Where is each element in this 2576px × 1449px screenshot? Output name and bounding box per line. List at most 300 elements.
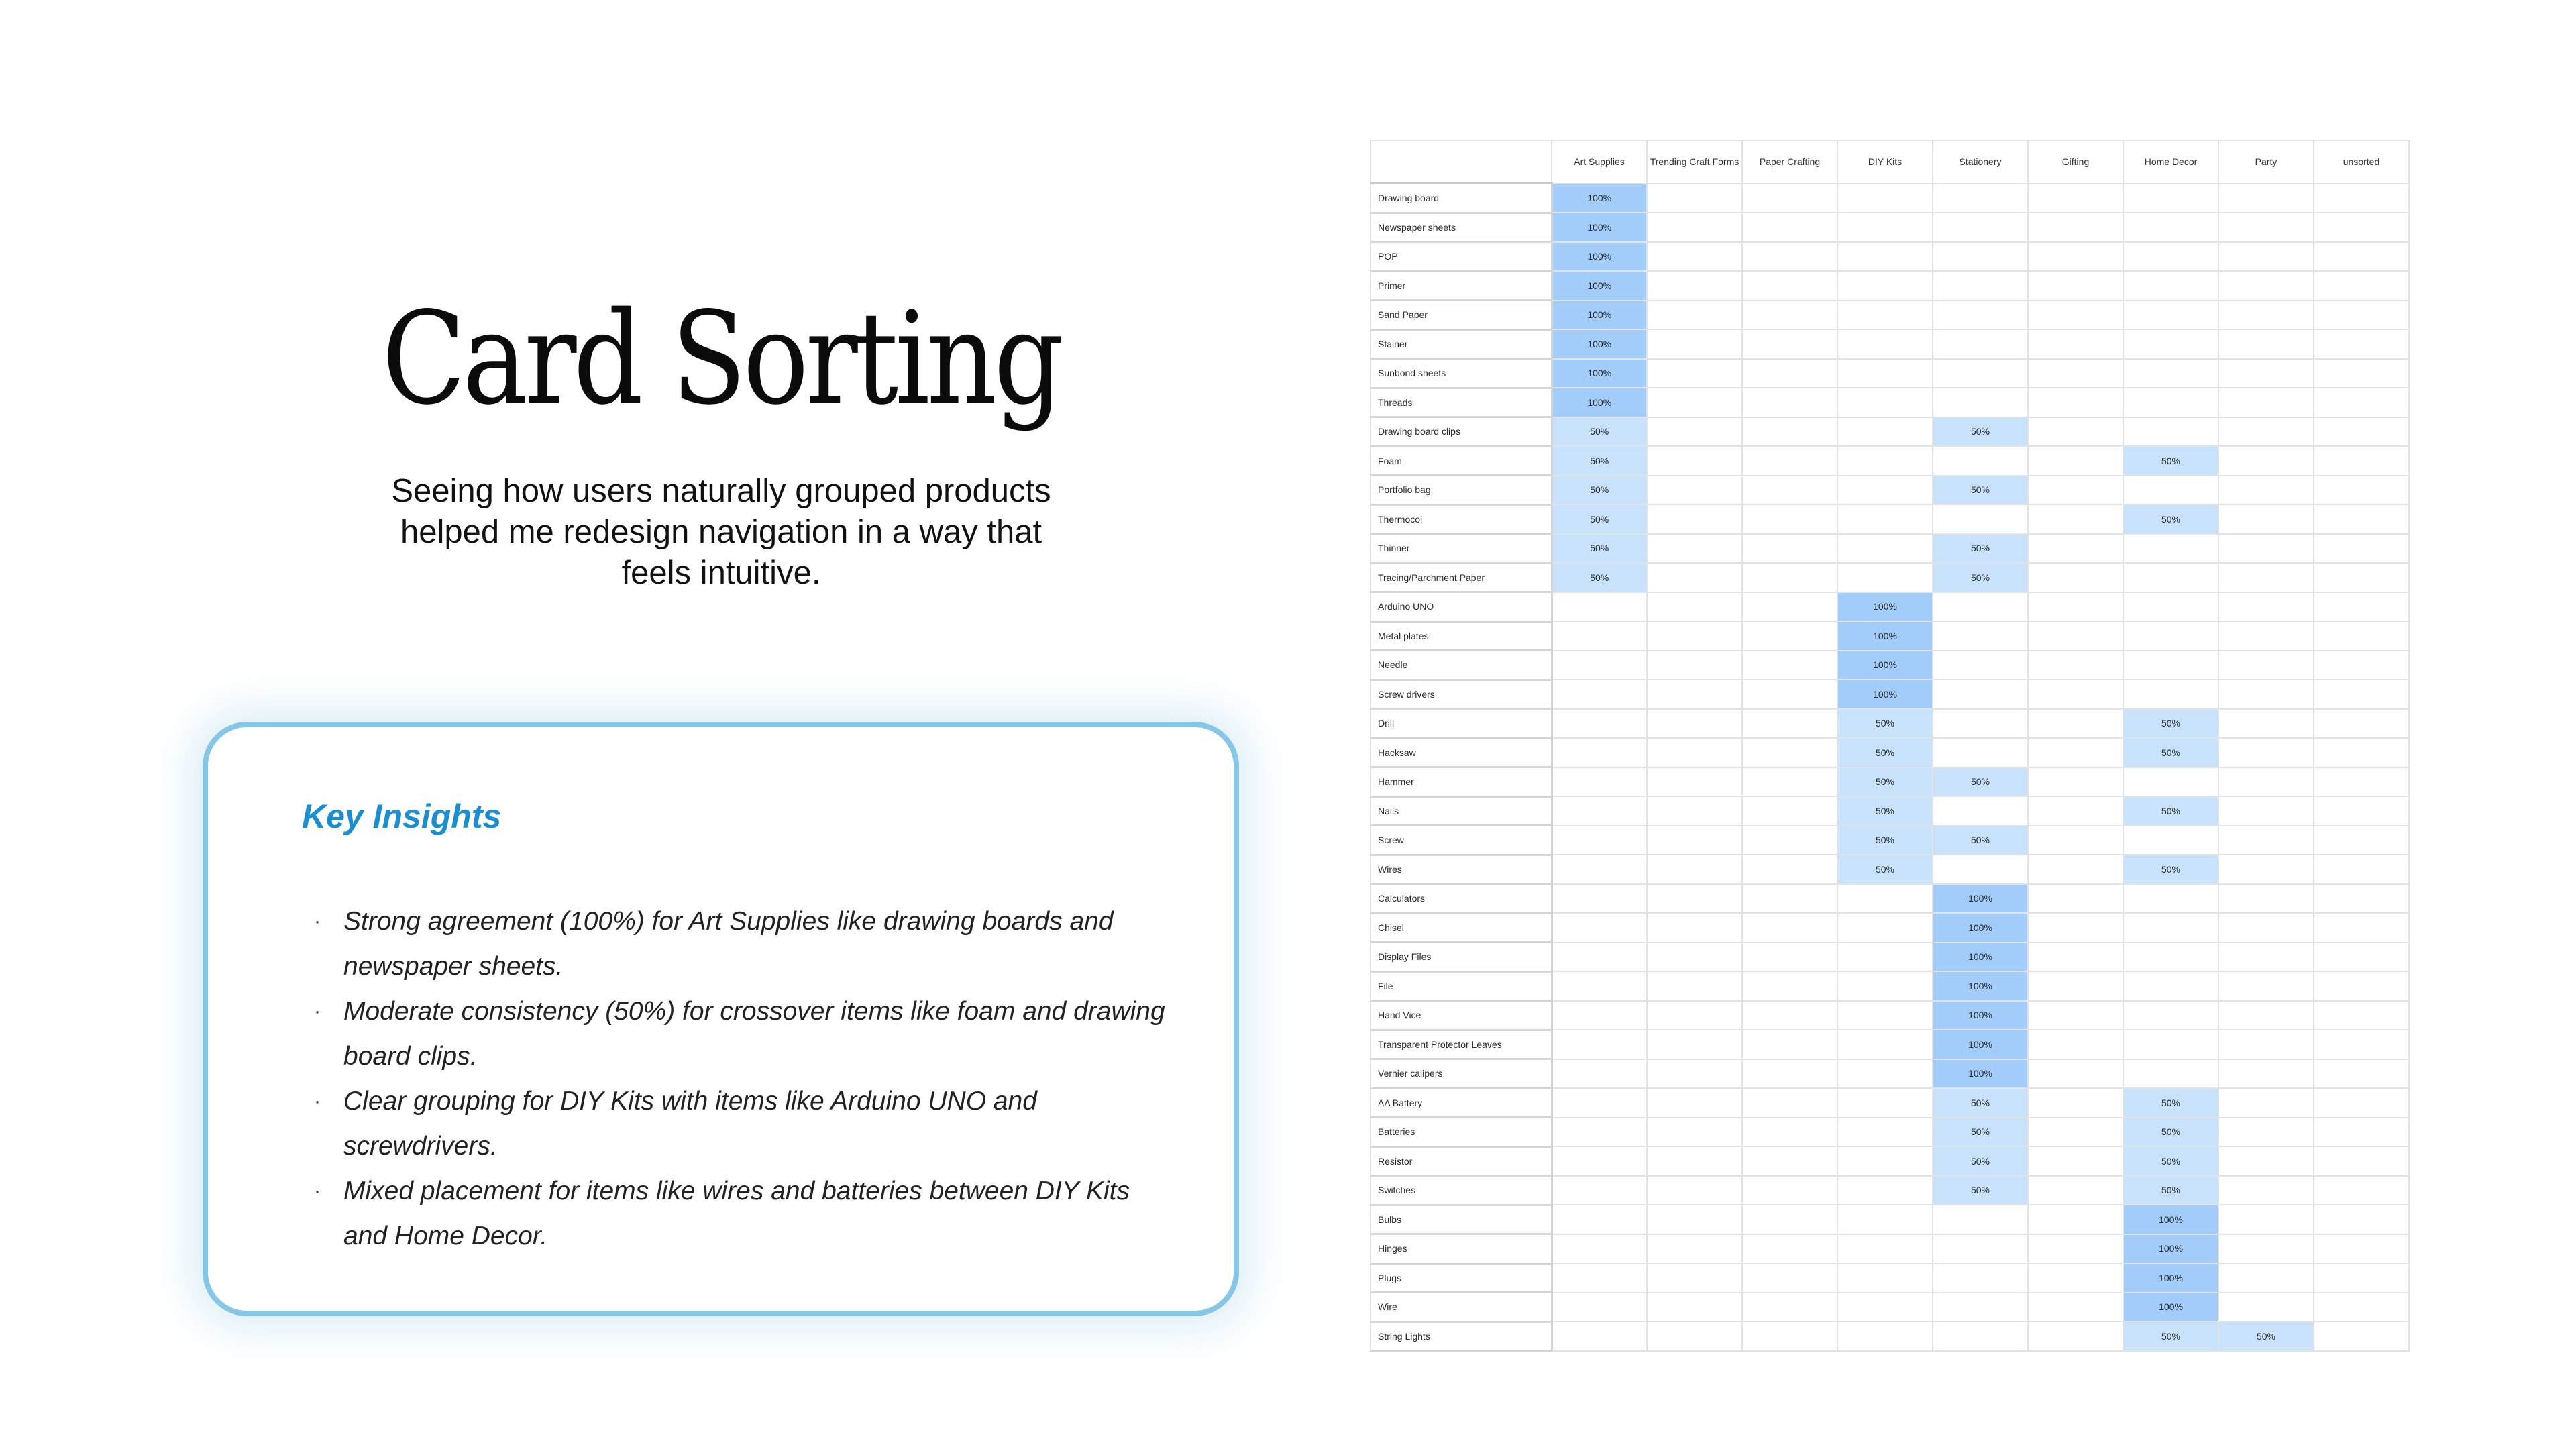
matrix-cell: [1933, 1263, 2028, 1293]
matrix-cell: [1552, 1234, 1647, 1264]
matrix-cell: [1742, 826, 1837, 855]
matrix-cell: [1647, 680, 1742, 709]
matrix-cell: [1933, 359, 2028, 388]
matrix-cell: [2028, 388, 2123, 417]
matrix-cell: [2218, 709, 2314, 739]
matrix-cell: [2218, 1263, 2314, 1293]
row-label: Needle: [1371, 651, 1552, 680]
matrix-cell: [2314, 271, 2409, 301]
matrix-cell: [1742, 855, 1837, 884]
matrix-cell: [2218, 884, 2314, 914]
matrix-cell: [1647, 1263, 1742, 1293]
table-row: [1371, 1088, 2409, 1118]
matrix-cell: [2314, 242, 2409, 272]
row-label: Batteries: [1371, 1118, 1552, 1147]
table-row: [1371, 213, 2409, 242]
matrix-cell: [1933, 271, 2028, 301]
matrix-cell: [1647, 359, 1742, 388]
matrix-cell: [2028, 476, 2123, 505]
row-label: Drawing board clips: [1371, 417, 1552, 447]
matrix-cell: [1933, 446, 2028, 476]
matrix-cell: [1742, 884, 1837, 914]
matrix-cell: [1552, 1030, 1647, 1059]
matrix-cell: [2218, 213, 2314, 242]
matrix-cell: [2314, 1322, 2409, 1351]
matrix-cell: [1837, 1205, 1933, 1234]
matrix-cell: [1742, 1205, 1837, 1234]
matrix-cell: [2028, 621, 2123, 651]
matrix-cell: [1742, 1030, 1837, 1059]
matrix-cell: [2314, 1088, 2409, 1118]
matrix-cell: [2314, 1059, 2409, 1089]
matrix-cell: [2314, 767, 2409, 797]
matrix-cell: [2028, 563, 2123, 592]
row-label: Drawing board: [1371, 184, 1552, 213]
row-label: Threads: [1371, 388, 1552, 417]
matrix-cell: [2218, 1118, 2314, 1147]
row-label: Sunbond sheets: [1371, 359, 1552, 388]
table-row: [1371, 1001, 2409, 1030]
matrix-cell: [2123, 1001, 2218, 1030]
table-row: [1371, 709, 2409, 739]
matrix-cell: [1647, 1293, 1742, 1322]
matrix-cell: [2218, 476, 2314, 505]
matrix-cell: [2218, 913, 2314, 943]
matrix-cell: [2028, 417, 2123, 447]
matrix-cell: [2314, 738, 2409, 767]
matrix-cell: [2314, 592, 2409, 622]
matrix-cell: [2314, 913, 2409, 943]
matrix-cell: 50%: [1837, 767, 1933, 797]
matrix-cell: 50%: [2123, 1146, 2218, 1176]
matrix-cell: [1837, 913, 1933, 943]
matrix-cell: [1837, 1001, 1933, 1030]
matrix-cell: [2028, 1146, 2123, 1176]
matrix-cell: 100%: [1552, 213, 1647, 242]
matrix-cell: [1647, 621, 1742, 651]
matrix-cell: [1742, 796, 1837, 826]
matrix-cell: [1742, 271, 1837, 301]
matrix-cell: [2028, 913, 2123, 943]
matrix-cell: [1647, 1088, 1742, 1118]
matrix-cell: [2218, 1059, 2314, 1089]
matrix-cell: 100%: [1933, 971, 2028, 1001]
matrix-cell: [1837, 1293, 1933, 1322]
matrix-cell: [1742, 504, 1837, 534]
matrix-cell: [2218, 1001, 2314, 1030]
matrix-cell: [1552, 1293, 1647, 1322]
matrix-cell: [1933, 301, 2028, 330]
matrix-cell: [1933, 213, 2028, 242]
matrix-cell: [2218, 1030, 2314, 1059]
matrix-cell: [1647, 855, 1742, 884]
row-label: Bulbs: [1371, 1205, 1552, 1234]
matrix-cell: [2123, 184, 2218, 213]
table-row: [1371, 767, 2409, 797]
matrix-cell: [1647, 1059, 1742, 1089]
key-insights-heading: Key Insights: [302, 798, 502, 835]
matrix-cell: [1742, 767, 1837, 797]
matrix-cell: 50%: [2123, 709, 2218, 739]
matrix-cell: [1742, 1322, 1837, 1351]
matrix-cell: [2028, 680, 2123, 709]
row-label: Hacksaw: [1371, 738, 1552, 767]
matrix-cell: [1742, 1146, 1837, 1176]
matrix-cell: [1837, 446, 1933, 476]
matrix-cell: [2123, 592, 2218, 622]
matrix-cell: [2123, 943, 2218, 972]
matrix-cell: 50%: [2218, 1322, 2314, 1351]
key-insights-list: [302, 899, 1174, 1258]
table-row: [1371, 1322, 2409, 1351]
row-label: File: [1371, 971, 1552, 1001]
matrix-cell: [1647, 301, 1742, 330]
matrix-cell: [1552, 1088, 1647, 1118]
matrix-cell: [2028, 943, 2123, 972]
matrix-cell: [1742, 417, 1837, 447]
matrix-cell: [1742, 680, 1837, 709]
matrix-cell: [2028, 1234, 2123, 1264]
matrix-cell: [2028, 213, 2123, 242]
matrix-cell: [2314, 1205, 2409, 1234]
matrix-cell: [1742, 359, 1837, 388]
matrix-cell: [1837, 184, 1933, 213]
matrix-cell: [2218, 271, 2314, 301]
row-label: POP: [1371, 242, 1552, 272]
matrix-cell: [1552, 796, 1647, 826]
matrix-cell: [1647, 417, 1742, 447]
matrix-cell: [2123, 359, 2218, 388]
key-insights-card: [203, 722, 1239, 1316]
row-label: Screw: [1371, 826, 1552, 855]
table-row: [1371, 271, 2409, 301]
matrix-cell: [1552, 855, 1647, 884]
matrix-cell: [2028, 446, 2123, 476]
matrix-cell: [1933, 1234, 2028, 1264]
matrix-cell: [2314, 709, 2409, 739]
matrix-cell: [2314, 1263, 2409, 1293]
table-row: [1371, 359, 2409, 388]
row-label: Metal plates: [1371, 621, 1552, 651]
matrix-cell: [1647, 592, 1742, 622]
card-sorting-matrix: [1370, 140, 2410, 1352]
matrix-cell: [2218, 971, 2314, 1001]
matrix-cell: [2028, 738, 2123, 767]
matrix-cell: [2028, 1001, 2123, 1030]
matrix-cell: 100%: [2123, 1263, 2218, 1293]
table-row: [1371, 651, 2409, 680]
insight-item: [302, 989, 1174, 1079]
matrix-cell: [2314, 651, 2409, 680]
matrix-cell: [2218, 417, 2314, 447]
bullet-icon: ·: [314, 1000, 321, 1022]
column-header: Home Decor: [2123, 140, 2218, 184]
matrix-cell: [2314, 1030, 2409, 1059]
matrix-cell: [2028, 504, 2123, 534]
matrix-cell: [1837, 329, 1933, 359]
matrix-cell: 100%: [2123, 1205, 2218, 1234]
column-header: Paper Crafting: [1742, 140, 1837, 184]
insight-text: Clear grouping for DIY Kits with items like Arduino UNO and screwdrivers.: [343, 1087, 1037, 1161]
table-row: [1371, 796, 2409, 826]
matrix-cell: [1552, 884, 1647, 914]
matrix-cell: [2314, 621, 2409, 651]
table-row: [1371, 534, 2409, 564]
matrix-cell: [2218, 943, 2314, 972]
row-label: Arduino UNO: [1371, 592, 1552, 622]
matrix-cell: [2028, 767, 2123, 797]
matrix-cell: [1742, 213, 1837, 242]
row-label: Switches: [1371, 1176, 1552, 1205]
matrix-cell: [1552, 738, 1647, 767]
matrix-cell: [2123, 826, 2218, 855]
table-row: [1371, 913, 2409, 943]
row-label: Plugs: [1371, 1263, 1552, 1293]
table-row: [1371, 943, 2409, 972]
matrix-cell: [2028, 271, 2123, 301]
matrix-cell: [2028, 1205, 2123, 1234]
matrix-cell: [2314, 504, 2409, 534]
matrix-cell: [2314, 534, 2409, 564]
matrix-cell: [1933, 621, 2028, 651]
table-row: [1371, 301, 2409, 330]
matrix-corner-cell: [1371, 140, 1552, 184]
matrix-cell: [1837, 359, 1933, 388]
matrix-cell: 100%: [1933, 1030, 2028, 1059]
matrix-cell: [1837, 884, 1933, 914]
matrix-cell: [1742, 476, 1837, 505]
row-label: String Lights: [1371, 1322, 1552, 1351]
matrix-cell: [1742, 388, 1837, 417]
row-label: Tracing/Parchment Paper: [1371, 563, 1552, 592]
matrix-cell: [2314, 1293, 2409, 1322]
table-row: [1371, 476, 2409, 505]
matrix-cell: [2028, 1263, 2123, 1293]
matrix-cell: [1552, 651, 1647, 680]
matrix-cell: [1647, 242, 1742, 272]
matrix-cell: [2314, 213, 2409, 242]
matrix-cell: [2314, 388, 2409, 417]
matrix-cell: [2218, 359, 2314, 388]
matrix-cell: [1837, 388, 1933, 417]
matrix-cell: [1742, 1059, 1837, 1089]
matrix-cell: [2028, 1118, 2123, 1147]
matrix-cell: [1742, 329, 1837, 359]
matrix-cell: [1837, 1322, 1933, 1351]
column-header: Trending Craft Forms: [1647, 140, 1742, 184]
matrix-cell: [2123, 213, 2218, 242]
matrix-cell: [1552, 592, 1647, 622]
matrix-cell: [1742, 446, 1837, 476]
matrix-cell: [2218, 738, 2314, 767]
matrix-cell: 50%: [1552, 563, 1647, 592]
matrix-cell: [2123, 271, 2218, 301]
page-title: Card Sorting: [382, 284, 1061, 433]
column-header: Art Supplies: [1552, 140, 1647, 184]
table-row: [1371, 1205, 2409, 1234]
row-label: Hammer: [1371, 767, 1552, 797]
matrix-cell: [2314, 1176, 2409, 1205]
matrix-cell: [1742, 651, 1837, 680]
matrix-cell: [1742, 1088, 1837, 1118]
matrix-cell: [1742, 301, 1837, 330]
matrix-cell: [1647, 1205, 1742, 1234]
matrix-cell: [2123, 884, 2218, 914]
matrix-cell: [2028, 301, 2123, 330]
table-row: [1371, 242, 2409, 272]
matrix-cell: [2028, 329, 2123, 359]
matrix-cell: [1933, 796, 2028, 826]
matrix-cell: 50%: [2123, 504, 2218, 534]
matrix-cell: [1742, 592, 1837, 622]
matrix-cell: 100%: [1552, 184, 1647, 213]
matrix-cell: [2028, 1176, 2123, 1205]
matrix-cell: [2028, 184, 2123, 213]
insight-text: Strong agreement (100%) for Art Supplies like drawing boards and newspaper sheets.: [343, 907, 1114, 981]
matrix-cell: 100%: [1837, 592, 1933, 622]
matrix-cell: [2028, 855, 2123, 884]
matrix-cell: [1933, 242, 2028, 272]
row-label: AA Battery: [1371, 1088, 1552, 1118]
matrix-cell: 100%: [2123, 1293, 2218, 1322]
row-label: Foam: [1371, 446, 1552, 476]
matrix-cell: [1647, 476, 1742, 505]
matrix-cell: [1742, 242, 1837, 272]
matrix-cell: [1742, 563, 1837, 592]
matrix-cell: [2123, 301, 2218, 330]
table-row: [1371, 1146, 2409, 1176]
matrix-cell: [2314, 563, 2409, 592]
table-row: [1371, 1118, 2409, 1147]
matrix-cell: 100%: [1552, 388, 1647, 417]
matrix-cell: [1552, 621, 1647, 651]
bullet-icon: ·: [314, 1090, 321, 1112]
matrix-cell: 100%: [1552, 242, 1647, 272]
matrix-cell: [1742, 1118, 1837, 1147]
row-label: Newspaper sheets: [1371, 213, 1552, 242]
matrix-cell: [1933, 1205, 2028, 1234]
matrix-cell: 100%: [1552, 301, 1647, 330]
row-label: Thermocol: [1371, 504, 1552, 534]
table-row: [1371, 446, 2409, 476]
matrix-cell: [1933, 680, 2028, 709]
matrix-cell: 50%: [1933, 826, 2028, 855]
matrix-cell: [1552, 1118, 1647, 1147]
matrix-cell: 50%: [1552, 446, 1647, 476]
matrix-cell: [1742, 534, 1837, 564]
matrix-cell: [1647, 913, 1742, 943]
matrix-cell: [1933, 1293, 2028, 1322]
matrix-cell: [1837, 504, 1933, 534]
matrix-cell: [1552, 767, 1647, 797]
matrix-cell: 50%: [1552, 504, 1647, 534]
matrix-cell: [2218, 563, 2314, 592]
row-label: Hand Vice: [1371, 1001, 1552, 1030]
table-row: [1371, 971, 2409, 1001]
matrix-cell: [1837, 1263, 1933, 1293]
table-row: [1371, 1176, 2409, 1205]
matrix-cell: [1933, 738, 2028, 767]
matrix-cell: [2314, 417, 2409, 447]
matrix-cell: [1647, 738, 1742, 767]
table-row: [1371, 738, 2409, 767]
matrix-cell: [2123, 651, 2218, 680]
matrix-cell: [2123, 476, 2218, 505]
row-label: Chisel: [1371, 913, 1552, 943]
matrix-cell: 50%: [2123, 446, 2218, 476]
table-row: [1371, 184, 2409, 213]
row-label: Hinges: [1371, 1234, 1552, 1264]
matrix-cell: [1837, 1030, 1933, 1059]
table-row: [1371, 1234, 2409, 1264]
matrix-cell: 50%: [1933, 476, 2028, 505]
matrix-cell: [1552, 1146, 1647, 1176]
matrix-cell: [2218, 446, 2314, 476]
matrix-cell: [2028, 1088, 2123, 1118]
matrix-cell: [1837, 417, 1933, 447]
matrix-cell: 50%: [2123, 738, 2218, 767]
matrix-cell: 50%: [1933, 1118, 2028, 1147]
matrix-cell: [2314, 971, 2409, 1001]
matrix-cell: [1647, 1118, 1742, 1147]
table-row: [1371, 1293, 2409, 1322]
matrix-cell: [1837, 1059, 1933, 1089]
page-subtitle: Seeing how users naturally grouped products helped me redesign navigation in a way that feels intuitive.: [391, 473, 1051, 591]
insight-item: [302, 899, 1174, 989]
matrix-cell: [1647, 651, 1742, 680]
matrix-cell: [2123, 417, 2218, 447]
matrix-cell: [2314, 855, 2409, 884]
row-label: Sand Paper: [1371, 301, 1552, 330]
table-row: [1371, 504, 2409, 534]
matrix-cell: [1552, 1205, 1647, 1234]
matrix-cell: [1933, 592, 2028, 622]
matrix-cell: [2028, 1293, 2123, 1322]
matrix-cell: [1552, 971, 1647, 1001]
matrix-cell: 50%: [1837, 709, 1933, 739]
matrix-cell: [1647, 1001, 1742, 1030]
matrix-cell: [2314, 359, 2409, 388]
matrix-cell: [1837, 1088, 1933, 1118]
matrix-cell: [2123, 1059, 2218, 1089]
matrix-cell: 100%: [1933, 943, 2028, 972]
matrix-cell: [2218, 651, 2314, 680]
matrix-cell: [1742, 1293, 1837, 1322]
table-row: [1371, 1030, 2409, 1059]
column-header: Stationery: [1933, 140, 2028, 184]
matrix-cell: [1933, 855, 2028, 884]
row-label: Calculators: [1371, 884, 1552, 914]
matrix-cell: [2218, 1234, 2314, 1264]
row-label: Display Files: [1371, 943, 1552, 972]
matrix-cell: [2314, 301, 2409, 330]
matrix-cell: [2218, 1146, 2314, 1176]
matrix-cell: 50%: [2123, 796, 2218, 826]
matrix-cell: 100%: [1837, 621, 1933, 651]
matrix-cell: [2218, 504, 2314, 534]
matrix-cell: [1742, 184, 1837, 213]
matrix-cell: [2028, 242, 2123, 272]
matrix-cell: [1837, 971, 1933, 1001]
matrix-cell: [2314, 1234, 2409, 1264]
matrix-cell: [2218, 592, 2314, 622]
matrix-cell: [2218, 826, 2314, 855]
matrix-cell: [1647, 709, 1742, 739]
matrix-cell: [2314, 1001, 2409, 1030]
bullet-icon: ·: [314, 1180, 321, 1202]
matrix-cell: [2123, 621, 2218, 651]
matrix-cell: 100%: [1933, 1001, 2028, 1030]
